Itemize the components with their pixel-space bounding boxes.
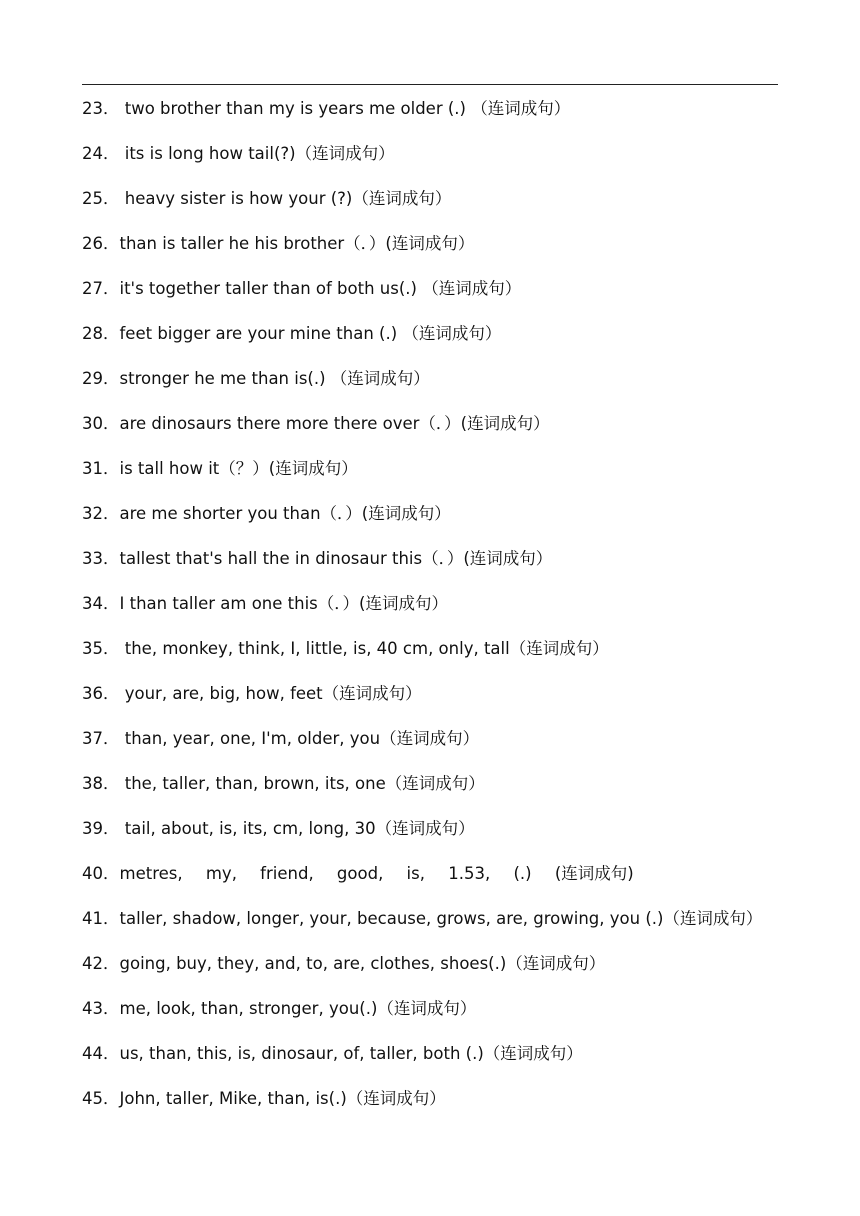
question-item [82, 996, 782, 1041]
question-text: is tall how it（？）(连词成句） [119, 459, 358, 478]
question-text: tail, about, is, its, cm, long, 30（连词成句） [119, 819, 475, 838]
question-item [82, 771, 782, 816]
question-item [82, 411, 782, 456]
question-number: 35． [82, 639, 120, 658]
question-item [82, 816, 782, 861]
question-number: 23． [82, 99, 120, 118]
question-item [82, 276, 782, 321]
question-text: the, taller, than, brown, its, one（连词成句） [119, 774, 485, 793]
question-number: 25． [82, 189, 120, 208]
question-text: I than taller am one this（．）(连词成句） [119, 594, 448, 613]
question-text: than, year, one, I'm, older, you（连词成句） [119, 729, 480, 748]
question-item [82, 591, 782, 636]
question-item [82, 141, 782, 186]
question-text: John, taller, Mike, than, is(.)（连词成句） [119, 1089, 446, 1108]
question-text: stronger he me than is(.) （连词成句） [119, 369, 430, 388]
question-text: two brother than my is years me older (.) （连词成句） [119, 99, 571, 118]
question-number: 41． [82, 909, 120, 928]
question-number: 32． [82, 504, 120, 523]
question-number: 28． [82, 324, 120, 343]
question-text: than is taller he his brother（．）(连词成句） [119, 234, 475, 253]
question-item [82, 681, 782, 726]
question-text: tallest that's hall the in dinosaur this（．）(连词成句） [119, 549, 553, 568]
question-item [82, 96, 782, 141]
question-text: your, are, big, how, feet（连词成句） [119, 684, 422, 703]
question-number: 33． [82, 549, 120, 568]
question-item [82, 1041, 782, 1086]
question-number: 31． [82, 459, 120, 478]
question-text: are dinosaurs there more there over（．）(连词成句） [119, 414, 550, 433]
question-text: me, look, than, stronger, you(.)（连词成句） [119, 999, 477, 1018]
question-item [82, 321, 782, 366]
question-text: the, monkey, think, I, little, is, 40 cm, only, tall（连词成句） [119, 639, 609, 658]
question-item [82, 366, 782, 411]
question-item [82, 906, 782, 951]
question-number: 44． [82, 1044, 120, 1063]
question-item [82, 726, 782, 771]
question-text: taller, shadow, longer, your, because, grows, are, growing, you (.)（连词成句） [119, 909, 763, 928]
question-number: 29． [82, 369, 120, 388]
question-item [82, 1086, 782, 1131]
question-item [82, 546, 782, 591]
question-number: 34． [82, 594, 120, 613]
question-item [82, 861, 782, 906]
question-text: feet bigger are your mine than (.) （连词成句） [119, 324, 502, 343]
question-text: heavy sister is how your (?)（连词成句） [119, 189, 452, 208]
question-number: 42． [82, 954, 120, 973]
question-number: 38． [82, 774, 120, 793]
question-number: 37． [82, 729, 120, 748]
question-number: 24． [82, 144, 120, 163]
question-number: 26． [82, 234, 120, 253]
question-item [82, 186, 782, 231]
question-item [82, 951, 782, 996]
question-number: 43． [82, 999, 120, 1018]
question-item [82, 501, 782, 546]
question-number: 45． [82, 1089, 120, 1108]
question-text: its is long how tail(?)（连词成句） [119, 144, 395, 163]
question-number: 27． [82, 279, 120, 298]
question-number: 30． [82, 414, 120, 433]
question-text: us, than, this, is, dinosaur, of, taller, both (.)（连词成句） [119, 1044, 583, 1063]
question-text: metres, my, friend, good, is, 1.53, (.) (连词成句) [119, 864, 634, 883]
question-number: 36． [82, 684, 120, 703]
question-number: 39． [82, 819, 120, 838]
question-list [82, 96, 782, 1131]
question-item [82, 636, 782, 681]
question-text: it's together taller than of both us(.) （连词成句） [119, 279, 522, 298]
question-text: going, buy, they, and, to, are, clothes, shoes(.)（连词成句） [119, 954, 606, 973]
question-item [82, 231, 782, 276]
question-item [82, 456, 782, 501]
header-rule [82, 84, 778, 85]
question-number: 40． [82, 864, 120, 883]
question-text: are me shorter you than（．）(连词成句） [119, 504, 451, 523]
